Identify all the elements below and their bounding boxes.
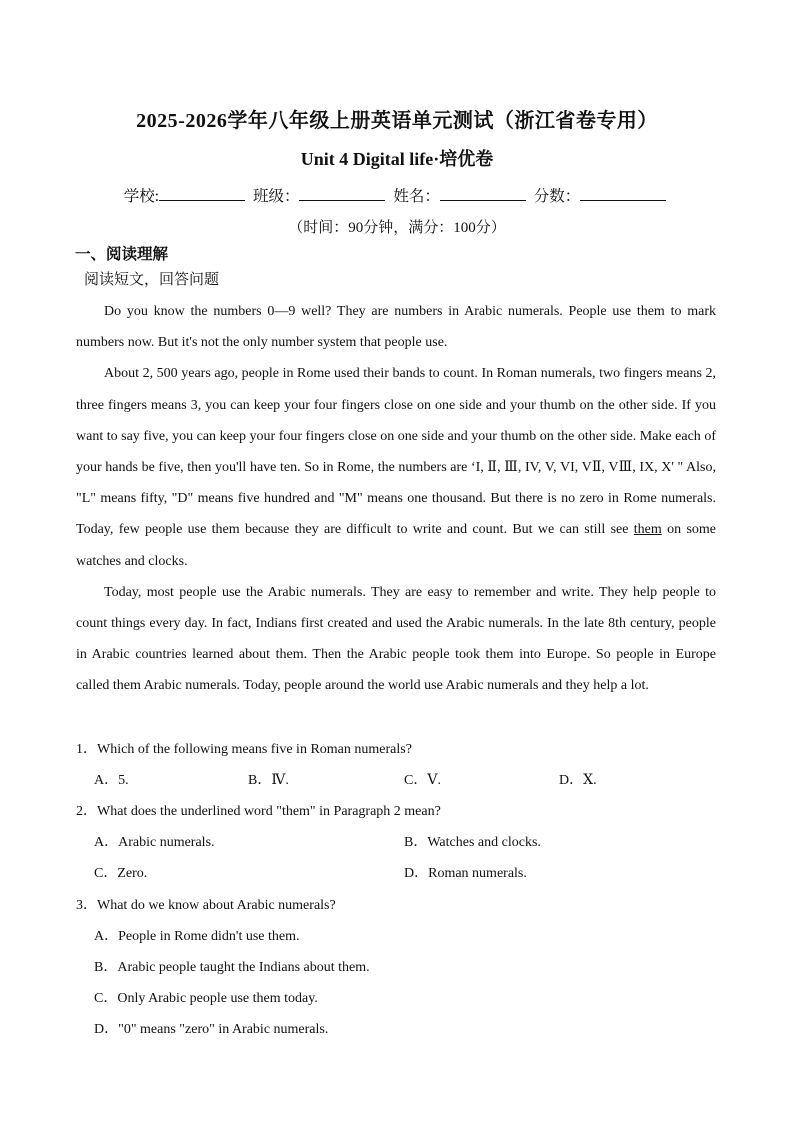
score-blank[interactable] bbox=[580, 186, 666, 201]
passage-paragraph-1: Do you know the numbers 0—9 well? They are numbers in Arabic numerals. People use them to mark numbers now. But it's not the only number system that people use. bbox=[76, 304, 716, 351]
student-info-fields bbox=[0, 184, 794, 206]
question-3-option-c[interactable]: C．Only Arabic people use them today. bbox=[94, 991, 318, 1006]
name-label: 姓名： bbox=[393, 188, 440, 205]
question-3-option-a[interactable]: A．People in Rome didn't use them. bbox=[94, 929, 300, 944]
score-label: 分数： bbox=[533, 188, 581, 205]
passage-paragraph-2 bbox=[76, 358, 716, 576]
school-label: 学校: bbox=[123, 188, 160, 205]
question-2-option-a[interactable]: A．Arabic numerals. bbox=[94, 835, 215, 850]
question-2-stem: 2．What does the underlined word "them" in Paragraph 2 mean? bbox=[76, 804, 441, 819]
question-1-option-b[interactable]: B．Ⅳ. bbox=[248, 773, 289, 788]
question-3-stem: 3．What do we know about Arabic numerals? bbox=[76, 898, 336, 913]
question-1-option-c[interactable]: C．Ⅴ. bbox=[404, 773, 441, 788]
exam-title: 2025-2026学年八年级上册英语单元测试（浙江省卷专用） bbox=[136, 110, 658, 132]
question-3-option-d[interactable]: D．"0" means "zero" in Arabic numerals. bbox=[94, 1022, 329, 1037]
question-1-option-d[interactable]: D．Ⅹ. bbox=[559, 773, 597, 788]
paragraph-2-text-end: on some watches and clocks. bbox=[76, 522, 716, 569]
class-blank[interactable] bbox=[299, 186, 385, 201]
section-heading: 一、阅读理解 bbox=[75, 245, 169, 263]
paragraph-2-text-start: About 2, 500 years ago, people in Rome used their bands to count. In Roman numerals, two fingers means 2, three fingers means 3, you can keep your four fingers close on one side and your thumb on the other side. If you want to say five, you can keep your four fingers close on one side and your thumb on the other side. Make each of your hands be five, then you'll have ten. So in Rome, the numbers are ‘I, Ⅱ, Ⅲ, IV, V, VI, VⅡ, VⅢ, IX, X' " Also, "L" means fifty, "D" means five hundred and "M" means one thousand. But there is no zero in Rome numerals. Today, few people use them because they are difficult to write and count. But we can still see bbox=[76, 366, 716, 538]
question-2-option-b[interactable]: B．Watches and clocks. bbox=[404, 835, 541, 850]
class-label: 班级： bbox=[252, 188, 300, 205]
unit-subtitle: Unit 4 Digital life·培优卷 bbox=[300, 149, 494, 169]
question-1-stem: 1．Which of the following means five in Roman numerals? bbox=[76, 742, 412, 757]
section-instruction: 阅读短文，回答问题 bbox=[84, 270, 220, 288]
question-2-option-c[interactable]: C．Zero. bbox=[94, 866, 148, 881]
passage-paragraph-3: Today, most people use the Arabic numerals. They are easy to remember and write. They help people to count things every day. In fact, Indians first created and used the Arabic numerals. In the late 8th century, people in Arabic countries learned about them. Then the Arabic people took them into Europe. So people in Europe called them Arabic numerals. Today, people around the world use Arabic numerals and they help a lot. bbox=[76, 584, 716, 694]
question-3-option-b[interactable]: B．Arabic people taught the Indians about them. bbox=[94, 960, 370, 975]
question-2-option-d[interactable]: D．Roman numerals. bbox=[404, 866, 527, 881]
time-and-score-info: （时间：90分钟，满分：100分） bbox=[288, 220, 506, 236]
reading-passage bbox=[76, 296, 716, 702]
question-1-option-a[interactable]: A．5. bbox=[94, 773, 129, 788]
school-blank[interactable] bbox=[159, 186, 245, 201]
underlined-word-them: them bbox=[633, 522, 662, 538]
name-blank[interactable] bbox=[440, 186, 526, 201]
